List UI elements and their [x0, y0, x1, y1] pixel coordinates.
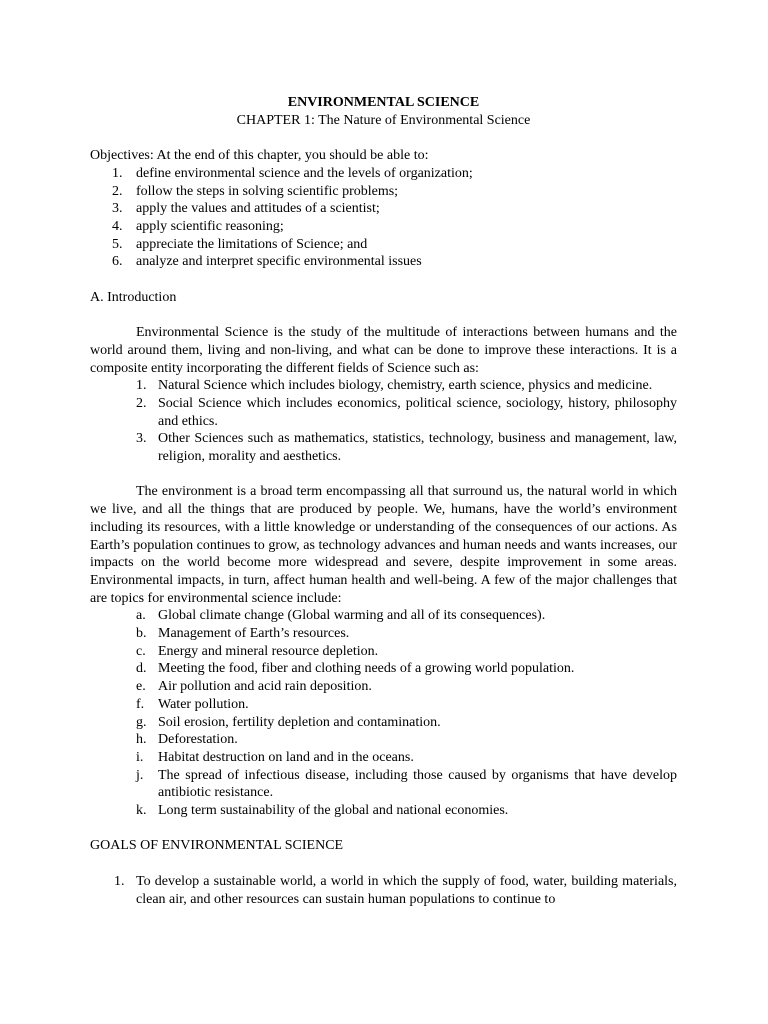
list-item-text: Global climate change (Global warming and all of its consequences).: [158, 608, 546, 624]
list-item-text: Deforestation.: [158, 732, 238, 748]
challenges-list: [90, 607, 677, 819]
list-marker: b.: [136, 626, 147, 642]
list-marker: 5.: [112, 236, 123, 252]
list-item: [90, 236, 677, 254]
document-page: [90, 94, 677, 908]
list-item-text: Water pollution.: [158, 696, 249, 712]
list-item-text: Social Science which includes economics, political science, sociology, history, philosophy and ethics.: [158, 395, 677, 429]
list-item: [90, 660, 677, 678]
list-item-text: follow the steps in solving scientific problems;: [136, 183, 399, 199]
environment-paragraph: The environment is a broad term encompassing all that surround us, the natural world in which we live, and all the things that are produced by people. We, humans, have the world’s environment including its resources, with a little knowledge or understanding of the consequences of our actions. As Earth’s population continues to grow, as technology advances and human needs and wants increases, our impacts on the world become more widespread and severe, despite improvement in some areas. Environmental impacts, in turn, affect human health and well-being. A few of the major challenges that are topics for environmental science include:: [90, 484, 677, 606]
section-heading-introduction: A. Introduction: [90, 289, 177, 305]
list-marker: 1.: [112, 165, 123, 181]
list-item: [90, 767, 677, 802]
list-item: [90, 731, 677, 749]
intro-paragraph: Environmental Science is the study of the multitude of interactions between humans and the world around them, living and non-living, and what can be done to improve these interactions. It is a composite entity incorporating the different fields of Science such as:: [90, 325, 677, 376]
list-item-text: Natural Science which includes biology, chemistry, earth science, physics and medicine.: [158, 378, 653, 394]
list-item-text: Meeting the food, fiber and clothing needs of a growing world population.: [158, 661, 575, 677]
list-marker: e.: [136, 679, 146, 695]
list-item-text: Soil erosion, fertility depletion and contamination.: [158, 714, 441, 730]
chapter-subtitle: CHAPTER 1: The Nature of Environmental Science: [236, 112, 531, 128]
list-item: [90, 430, 677, 465]
list-marker: j.: [136, 767, 144, 783]
list-item-text: To develop a sustainable world, a world in which the supply of food, water, building materials, clean air, and other resources can sustain human populations to continue to: [136, 873, 677, 907]
list-marker: 1.: [136, 378, 147, 394]
list-item: [90, 607, 677, 625]
list-item-text: define environmental science and the levels of organization;: [136, 165, 473, 181]
objectives-list: [90, 165, 677, 271]
list-marker: 3.: [112, 201, 123, 217]
list-marker: c.: [136, 643, 146, 659]
list-marker: i.: [136, 749, 144, 765]
fields-list: [90, 377, 677, 466]
list-marker: 6.: [112, 254, 123, 270]
goals-list: [90, 873, 677, 908]
list-item-text: Habitat destruction on land and in the oceans.: [158, 749, 414, 765]
list-item: [90, 643, 677, 661]
list-marker: 1.: [114, 873, 125, 889]
list-marker: 3.: [136, 431, 147, 447]
list-item-text: The spread of infectious disease, including those caused by organisms that have develop antibiotic resistance.: [158, 767, 677, 801]
list-item: [90, 165, 677, 183]
list-item-text: apply scientific reasoning;: [136, 218, 284, 234]
list-item: [90, 749, 677, 767]
list-marker: 4.: [112, 218, 123, 234]
list-item-text: Long term sustainability of the global and national economies.: [158, 803, 509, 819]
list-item-text: Other Sciences such as mathematics, statistics, technology, business and management, law, religion, morality and aesthetics.: [158, 431, 677, 465]
list-item: [90, 395, 677, 430]
list-marker: h.: [136, 732, 147, 748]
list-item: [90, 678, 677, 696]
list-item-text: appreciate the limitations of Science; and: [136, 236, 368, 252]
list-item-text: analyze and interpret specific environmental issues: [136, 254, 422, 270]
list-item: [90, 696, 677, 714]
list-item-text: apply the values and attitudes of a scientist;: [136, 201, 380, 217]
list-marker: f.: [136, 696, 145, 712]
section-heading-goals: GOALS OF ENVIRONMENTAL SCIENCE: [90, 838, 344, 854]
list-marker: k.: [136, 803, 147, 819]
list-marker: 2.: [112, 183, 123, 199]
list-item: [90, 714, 677, 732]
list-item: [90, 200, 677, 218]
list-item: [90, 377, 677, 395]
list-marker: d.: [136, 661, 147, 677]
paragraph-spacer: [90, 466, 677, 484]
list-item: [90, 802, 677, 820]
list-item-text: Air pollution and acid rain deposition.: [158, 679, 372, 695]
objectives-intro: Objectives: At the end of this chapter, you should be able to:: [90, 148, 429, 164]
list-item: [90, 218, 677, 236]
list-item: [90, 873, 677, 908]
list-item: [90, 183, 677, 201]
list-item: [90, 253, 677, 271]
list-marker: a.: [136, 608, 146, 624]
document-title: ENVIRONMENTAL SCIENCE: [287, 95, 480, 110]
list-item: [90, 625, 677, 643]
list-item-text: Management of Earth’s resources.: [158, 626, 350, 642]
list-marker: 2.: [136, 395, 147, 411]
list-marker: g.: [136, 714, 147, 730]
list-item-text: Energy and mineral resource depletion.: [158, 643, 379, 659]
